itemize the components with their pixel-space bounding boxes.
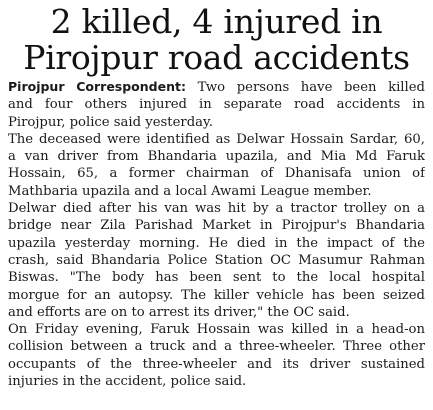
article-body	[8, 78, 425, 390]
article-line: and efforts are on to arrest its driver," the OC said.	[8, 304, 350, 320]
article-line: Pirojpur, police said yesterday.	[8, 114, 213, 130]
article-line: upazila yesterday morning. He died in the impact of the	[8, 235, 425, 251]
article-line: Hossain, 65, a former chairman of Dhanisafa union of	[8, 166, 425, 182]
article-line: a van driver from Bhandaria upazila, and Mia Md Faruk	[8, 149, 425, 165]
article-line: The deceased were identified as Delwar Hossain Sardar, 60,	[8, 131, 425, 147]
headline-line-2: Pirojpur road accidents	[23, 38, 410, 77]
article-line: Delwar died after his van was hit by a tractor trolley on a	[8, 201, 425, 217]
article-line: occupants of the three-wheeler and its driver sustained	[8, 356, 425, 372]
article-line-text: Two persons have been killed	[197, 80, 425, 95]
headline	[8, 4, 425, 76]
article-line: collision between a truck and a three-wheeler. Three other	[8, 339, 425, 355]
byline: Pirojpur Correspondent:	[8, 79, 186, 94]
article-line: and four others injured in separate road accidents in	[8, 97, 425, 113]
article-line: crash, said Bhandaria Police Station OC Masumur Rahman	[8, 252, 425, 268]
article-line: injuries in the accident, police said.	[8, 374, 247, 390]
article-line: Mathbaria upazila and a local Awami League member.	[8, 183, 372, 199]
article-line: bridge near Zila Parishad Market in Pirojpur's Bhandaria	[8, 218, 425, 234]
article-line: morgue for an autopsy. The killer vehicle has been seized	[8, 287, 425, 303]
article-line: Biswas. "The body has been sent to the local hospital	[8, 270, 425, 286]
article-line	[8, 78, 425, 96]
headline-line-1: 2 killed, 4 injured in	[50, 2, 383, 41]
article-line: On Friday evening, Faruk Hossain was killed in a head-on	[8, 322, 425, 338]
